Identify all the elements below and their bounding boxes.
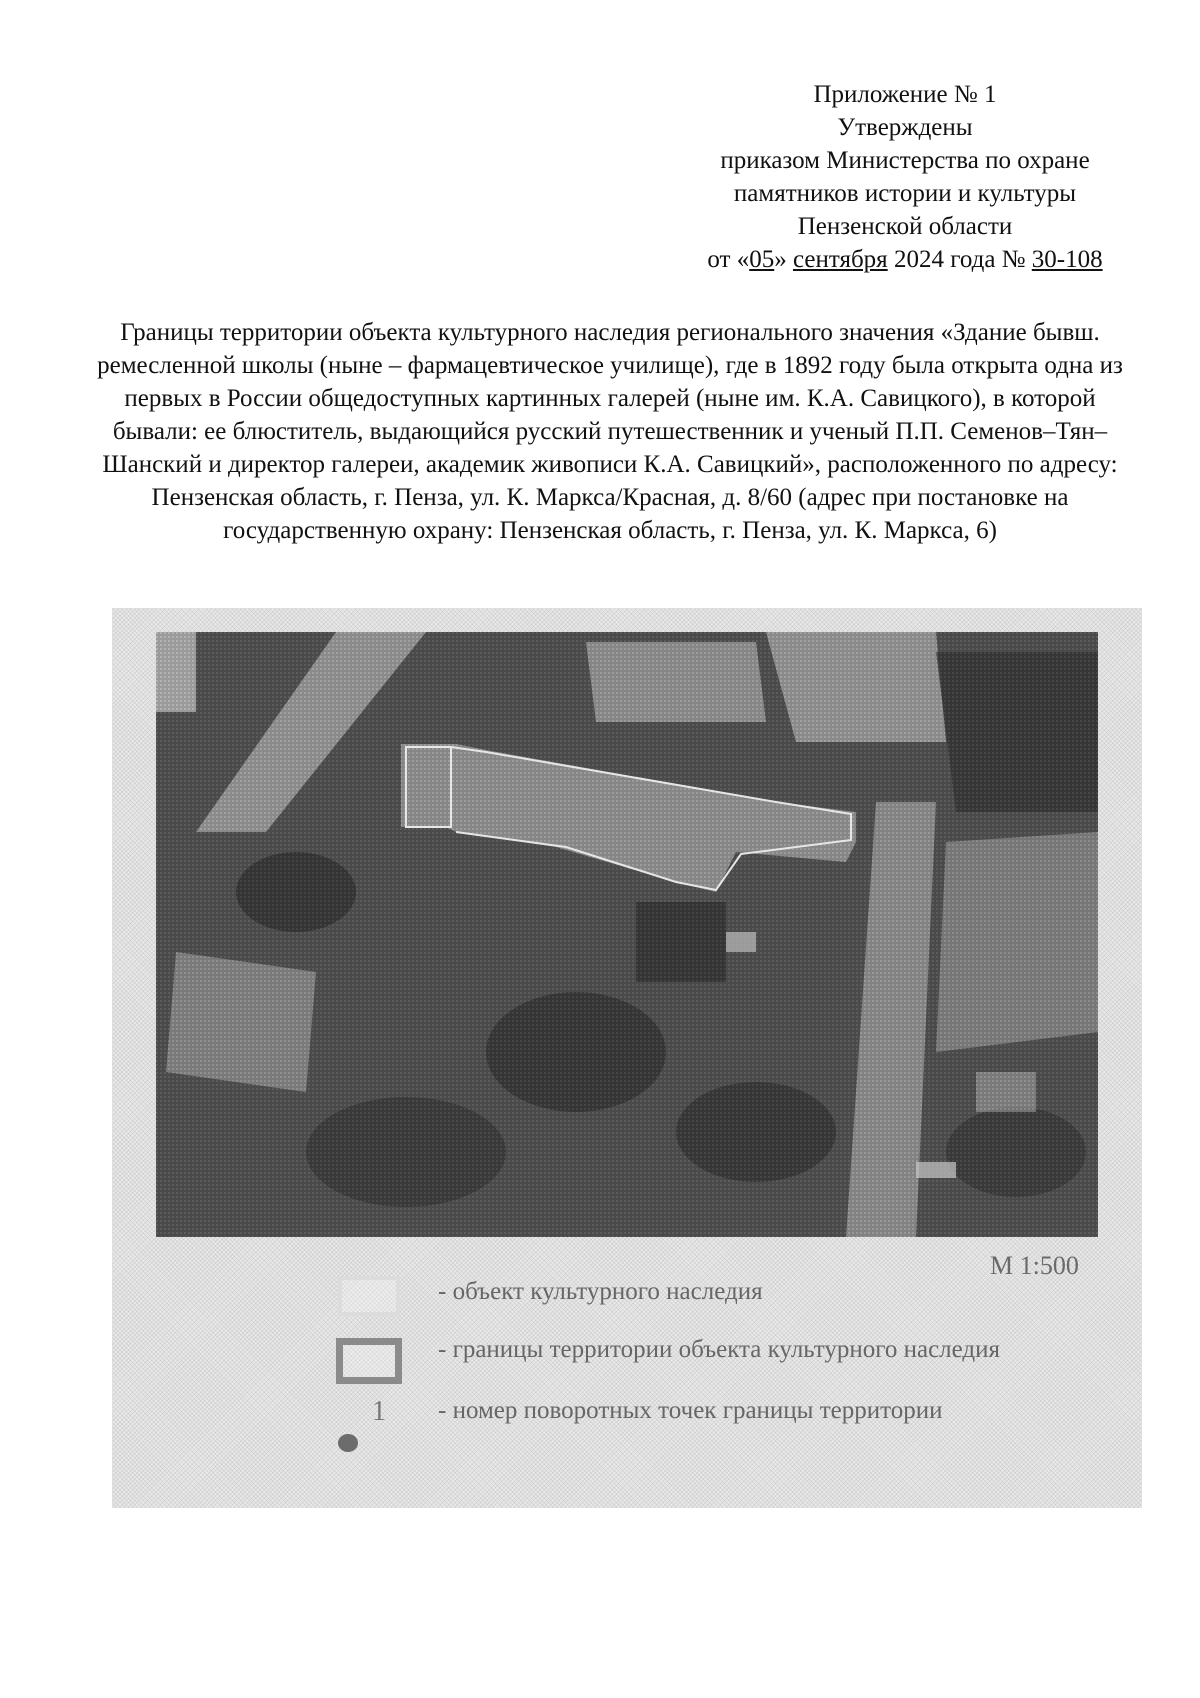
order-line: приказом Министерства по охране	[720, 147, 1090, 174]
date-separator: »	[774, 246, 793, 273]
approved-label: Утверждены	[837, 114, 973, 141]
legend-boundary-label: - границы территории объекта культурного наследия	[438, 1336, 1001, 1363]
legend-boundary-swatch	[336, 1338, 402, 1384]
map-scale: М 1:500	[990, 1251, 1079, 1280]
legend-point-dot-icon	[338, 1434, 358, 1452]
date-day: 05	[749, 246, 775, 273]
legend-point-number: 1	[372, 1396, 386, 1427]
region-line: Пензенской области	[797, 213, 1013, 240]
appendix-header	[660, 78, 1150, 276]
ministry-line: памятников истории и культуры	[733, 180, 1077, 207]
date-year: 2024 года №	[887, 246, 1032, 273]
appendix-number: Приложение № 1	[813, 81, 997, 108]
legend-object-swatch	[338, 1276, 400, 1316]
date-month: сентября	[792, 246, 888, 273]
order-date-line	[660, 243, 1150, 276]
date-prefix: от «	[707, 246, 750, 273]
order-number: 30-108	[1031, 246, 1103, 273]
satellite-image	[156, 632, 1098, 1237]
legend-point-label: - номер поворотных точек границы территории	[438, 1397, 943, 1424]
document-title: Границы территории объекта культурного наследия регионального значения «Здание бывш. ремесленной школы (ныне – фармацевтическое училище), где в 1892 году была открыта одна из первых в России общедоступных картинных галерей (ныне им. К.А. Савицкого), в которой бывали: ее блюститель, выдающийся русский путешественник и ученый П.П. Семенов–Тян–Шанский и директор галереи, академик живописи К.А. Савицкий», расположенного по адресу: Пензенская область, г. Пенза, ул. К. Маркса/Красная, д. 8/60 (адрес при постановке на государственную охрану: Пензенская область, г. Пенза, ул. К. Маркса, 6)	[97, 319, 1123, 544]
legend-object-label: - объект культурного наследия	[438, 1278, 763, 1305]
